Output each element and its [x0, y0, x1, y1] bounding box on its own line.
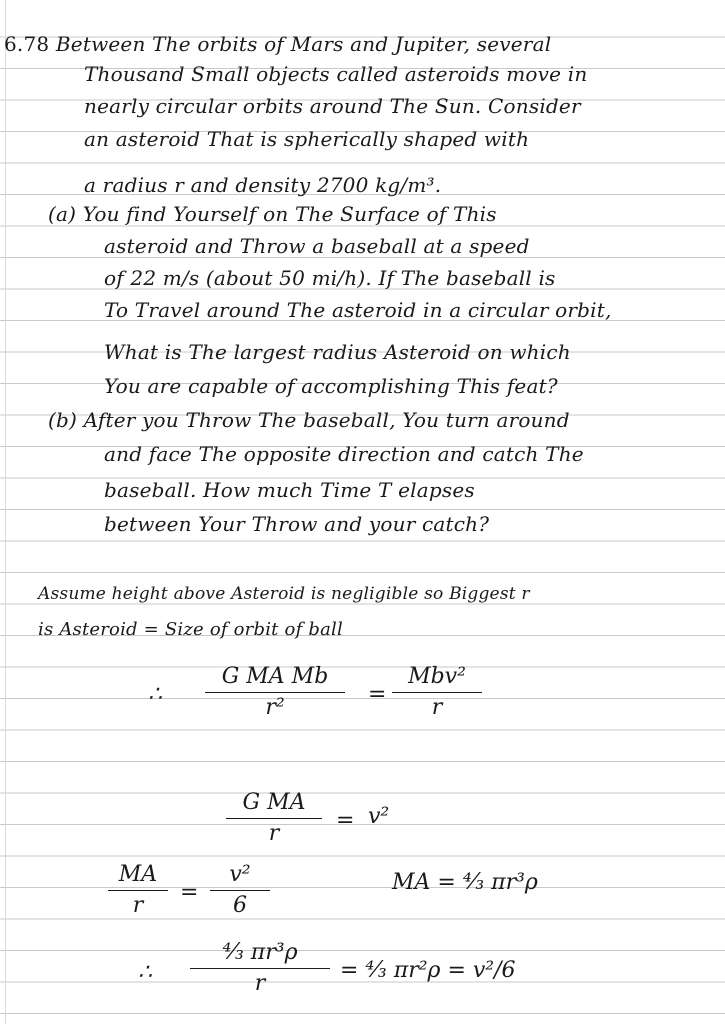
eq5-lhs-numerator: ⁴⁄₃ πr³ρ: [222, 940, 298, 965]
margin-line: [5, 0, 6, 1024]
problem-line-3: nearly circular orbits around The Sun. Consider: [84, 94, 581, 118]
eq1-lhs-fraction: [205, 664, 345, 721]
problem-line-2: Thousand Small objects called asteroids move in: [84, 62, 588, 86]
part-a-line-4: To Travel around The asteroid in a circular orbit,: [104, 298, 612, 322]
eq3-rhs-denominator: 6: [233, 893, 247, 918]
eq5-lhs-denominator: r: [254, 971, 266, 996]
therefore-symbol: ∴: [148, 682, 162, 707]
problem-line-1: [4, 32, 551, 56]
eq1-rhs-numerator: Mbv²: [408, 664, 466, 689]
part-a-line-3: of 22 m/s (about 50 mi/h). If The baseball is: [104, 266, 556, 290]
eq2-lhs-denominator: r: [268, 821, 280, 846]
part-b-label: (b): [48, 408, 78, 432]
eq2-rhs: v²: [368, 804, 390, 829]
eq2-lhs-numerator: G MA: [242, 790, 306, 815]
eq1-equals: =: [368, 682, 387, 707]
assumption-line-2: is Asteroid = Size of orbit of ball: [38, 619, 343, 640]
eq1-rhs-fraction: [392, 664, 482, 721]
eq2-lhs-fraction: [226, 790, 322, 847]
eq3-equals: =: [180, 880, 199, 905]
eq3-lhs-fraction: [108, 862, 168, 919]
part-a-line-2: asteroid and Throw a baseball at a speed: [104, 234, 530, 258]
part-b-line-4: between Your Throw and your catch?: [104, 512, 490, 536]
part-a-line-1: (a) You find Yourself on The Surface of This: [48, 202, 497, 226]
eq2-equals: =: [336, 808, 355, 833]
problem-line-4: an asteroid That is spherically shaped with: [84, 127, 530, 151]
eq1-rhs-denominator: r: [431, 695, 443, 720]
eq5-rest: = ⁴⁄₃ πr²ρ = v²/6: [340, 958, 516, 983]
problem-text: Between The orbits of Mars and Jupiter, several: [55, 32, 552, 56]
problem-line-5: a radius r and density 2700 kg/m³.: [84, 173, 442, 197]
part-a-line-5: What is The largest radius Asteroid on which: [104, 340, 571, 364]
part-b-line-1: (b) After you Throw The baseball, You turn around: [48, 408, 570, 432]
eq3-rhs-fraction: [210, 862, 270, 919]
eq5-lhs-fraction: [190, 940, 330, 997]
eq3-rhs-numerator: v²: [229, 862, 251, 887]
eq3-lhs-denominator: r: [132, 893, 144, 918]
eq3-lhs-numerator: MA: [118, 862, 158, 887]
part-a-label: (a): [48, 202, 77, 226]
asteroid-mass-equation: MA = ⁴⁄₃ πr³ρ: [392, 870, 538, 895]
assumption-line-1: Assume height above Asteroid is negligible so Biggest r: [38, 584, 530, 604]
eq1-lhs-numerator: G MA Mb: [221, 664, 329, 689]
therefore-symbol-2: ∴: [138, 960, 152, 985]
problem-number: 6.78: [4, 32, 50, 56]
part-a-line-6: You are capable of accomplishing This feat?: [104, 374, 558, 398]
part-b-line-3: baseball. How much Time T elapses: [104, 478, 475, 502]
part-b-line-2: and face The opposite direction and catch The: [104, 442, 584, 466]
eq1-lhs-denominator: r²: [265, 695, 285, 720]
